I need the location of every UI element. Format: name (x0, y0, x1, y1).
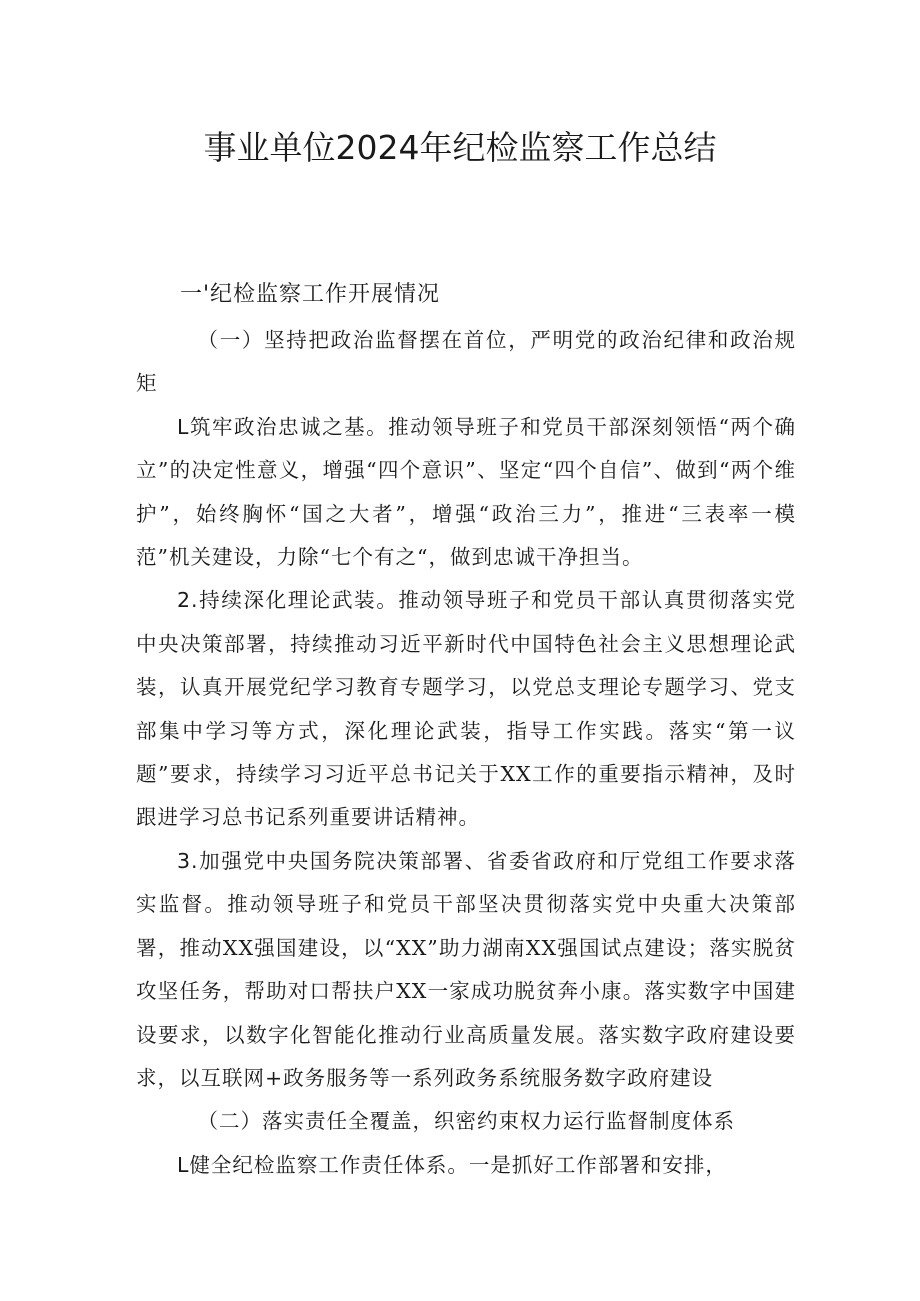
section-heading-1 (136, 275, 796, 315)
subsection-heading-1-text: （一）坚持把政治监督摆在首位，严明党的政治纪律和政治规矩 (136, 328, 796, 396)
paragraph-item-3-text: 推动领导班子和党员干部坚决贯彻落实党中央重大决策部署，推动XX强国建设，以“XX”助力湖南XX强国试点建设；落实脱贫攻坚任务，帮助对口帮扶户XX一家成功脱贫奔小康。落实数字中国建设要求，以数字化智能化推动行业高质量发展。落实数字政府建设要求，以互联网+政务服务等一系列政务系统服务数字政府建设 (136, 892, 797, 1090)
paragraph-item-4 (136, 1144, 796, 1187)
paragraph-item-2-lead: 2.持续深化理论武装。 (177, 588, 399, 613)
paragraph-item-2 (136, 579, 796, 839)
paragraph-item-1-text: 推动领导班子和党员干部深刻领悟“两个确立”的决定性意义，增强“四个意识”、坚定“四个自信”、做到“两个维护”，始终胸怀“国之大者”，增强“政治三力”，推进“三表率一模范”机关建设，力除“七个有之“，做到忠诚干净担当。 (136, 414, 797, 570)
paragraph-item-1-lead: L筑牢政治忠诚之基。 (177, 414, 389, 439)
document-body (136, 275, 796, 1187)
paragraph-item-4-lead: L健全纪检监察工作责任体系。 (177, 1152, 469, 1177)
subsection-heading-1 (136, 319, 796, 406)
paragraph-item-3-lead: 3.加强党中央国务院决策部署、省委省政府和厅党组工作要求落实监督。 (136, 848, 796, 917)
subsection-heading-2 (136, 1100, 796, 1143)
section-heading-1-text: 一'纪检监察工作开展情况 (180, 282, 441, 307)
paragraph-item-2-text: 推动领导班子和党员干部认真贯彻落实党中央决策部署，持续推动习近平新时代中国特色社会主义思想理论武装，认真开展党纪学习教育专题学习，以党总支理论专题学习、党支部集中学习等方式，深化理论武装，指导工作实践。落实“第一议题”要求，持续学习习近平总书记关于XX工作的重要指示精神，及时跟进学习总书记系列重要讲话精神。 (136, 588, 797, 830)
subsection-heading-2-text: （二）落实责任全覆盖，织密约束权力运行监督制度体系 (197, 1109, 735, 1134)
paragraph-item-1 (136, 406, 796, 580)
paragraph-item-4-text: 一是抓好工作部署和安排， (468, 1152, 727, 1177)
document-title: 事业单位2024年纪检监察工作总结 (203, 128, 717, 167)
paragraph-item-3 (136, 840, 796, 1100)
